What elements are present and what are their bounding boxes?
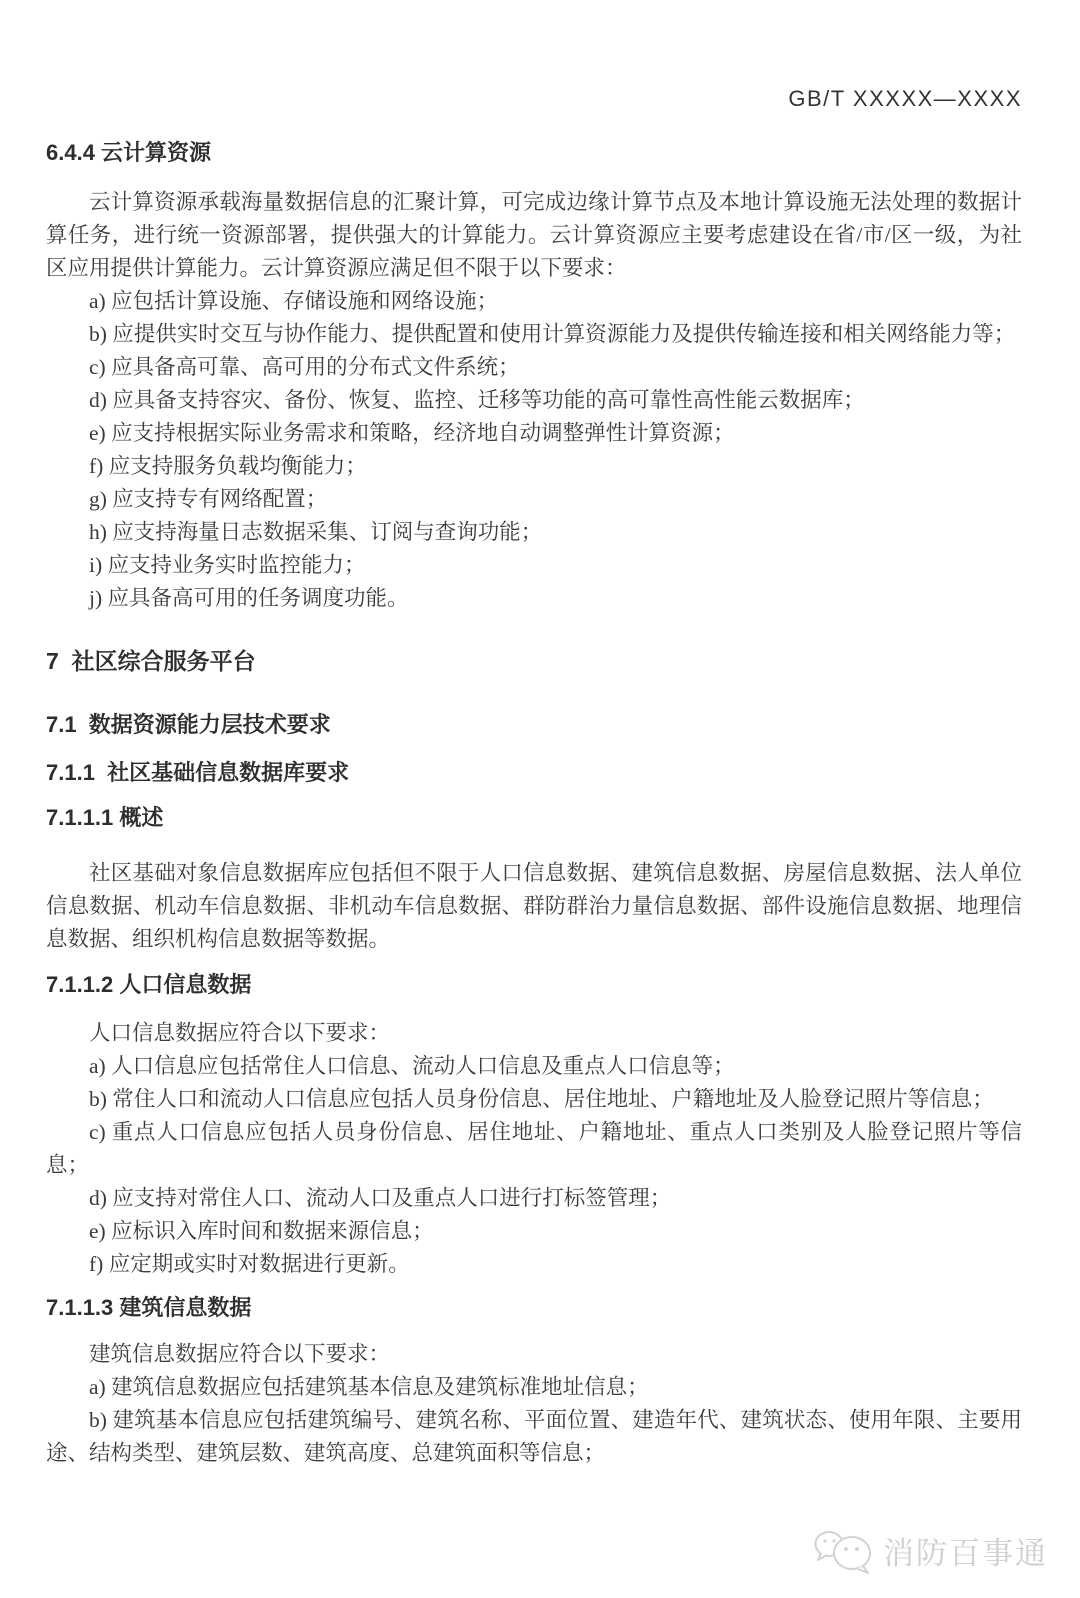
paragraph-database-overview: 社区基础对象信息数据库应包括但不限于人口信息数据、建筑信息数据、房屋信息数据、法人单位信息数据、机动车信息数据、非机动车信息数据、群防群治力量信息数据、部件设施信息数据、地理信息数据、组织机构信息数据等数据。 [46, 861, 1022, 951]
list-item: e) 应支持根据实际业务需求和策略，经济地自动调整弹性计算资源； [89, 421, 735, 445]
heading-7-1-1: 7.1.1 社区基础信息数据库要求 [46, 760, 350, 785]
list-item: d) 应支持对常住人口、流动人口及重点人口进行打标签管理； [89, 1186, 672, 1210]
list-item: e) 应标识入库时间和数据来源信息； [89, 1219, 434, 1243]
list-item: j) 应具备高可用的任务调度功能。 [89, 586, 409, 610]
doc-number: GB/T XXXXX—XXXX [788, 86, 1022, 111]
list-item: b) 常住人口和流动人口信息应包括人员身份信息、居住地址、户籍地址及人脸登记照片等信息； [89, 1087, 994, 1111]
heading-7-1: 7.1 数据资源能力层技术要求 [46, 712, 331, 737]
heading-7-1-1-1: 7.1.1.1 概述 [46, 805, 164, 830]
list-item: a) 应包括计算设施、存储设施和网络设施； [89, 289, 499, 313]
list-item: g) 应支持专有网络配置； [89, 487, 328, 511]
list-item: a) 人口信息应包括常住人口信息、流动人口信息及重点人口信息等； [89, 1054, 735, 1078]
list-item: b) 建筑基本信息应包括建筑编号、建筑名称、平面位置、建造年代、建筑状态、使用年限、主要用途、结构类型、建筑层数、建筑高度、总建筑面积等信息； [46, 1408, 1022, 1465]
paragraph-cloud-computing: 云计算资源承载海量数据信息的汇聚计算，可完成边缘计算节点及本地计算设施无法处理的数据计算任务，进行统一资源部署，提供强大的计算能力。云计算资源应主要考虑建设在省/市/区一级，为社区应用提供计算能力。云计算资源应满足但不限于以下要求： [46, 190, 1022, 280]
list-item: h) 应支持海量日志数据采集、订阅与查询功能； [89, 520, 543, 544]
list-item: b) 应提供实时交互与协作能力、提供配置和使用计算资源能力及提供传输连接和相关网络能力等； [89, 322, 1016, 346]
list-item: i) 应支持业务实时监控能力； [89, 553, 366, 577]
watermark-label: 消防百事通 [883, 1535, 1048, 1571]
paragraph-population-intro: 人口信息数据应符合以下要求： [89, 1021, 391, 1045]
list-item: d) 应具备支持容灾、备份、恢复、监控、迁移等功能的高可靠性高性能云数据库； [89, 388, 865, 412]
watermark [813, 1524, 1048, 1576]
list-item: f) 应支持服务负载均衡能力； [89, 454, 367, 478]
heading-7-1-1-3: 7.1.1.3 建筑信息数据 [46, 1295, 252, 1320]
list-item: c) 应具备高可靠、高可用的分布式文件系统； [89, 355, 520, 379]
list-item: a) 建筑信息数据应包括建筑基本信息及建筑标准地址信息； [89, 1375, 649, 1399]
list-item: f) 应定期或实时对数据进行更新。 [89, 1252, 410, 1276]
list-item: c) 重点人口信息应包括人员身份信息、居住地址、户籍地址、重点人口类别及人脸登记照片等信息； [46, 1120, 1022, 1177]
wechat-icon [813, 1524, 877, 1576]
paragraph-building-intro: 建筑信息数据应符合以下要求： [89, 1342, 391, 1366]
heading-6-4-4: 6.4.4 云计算资源 [46, 140, 212, 165]
heading-7-1-1-2: 7.1.1.2 人口信息数据 [46, 972, 252, 997]
heading-chapter-7: 7 社区综合服务平台 [46, 648, 256, 674]
